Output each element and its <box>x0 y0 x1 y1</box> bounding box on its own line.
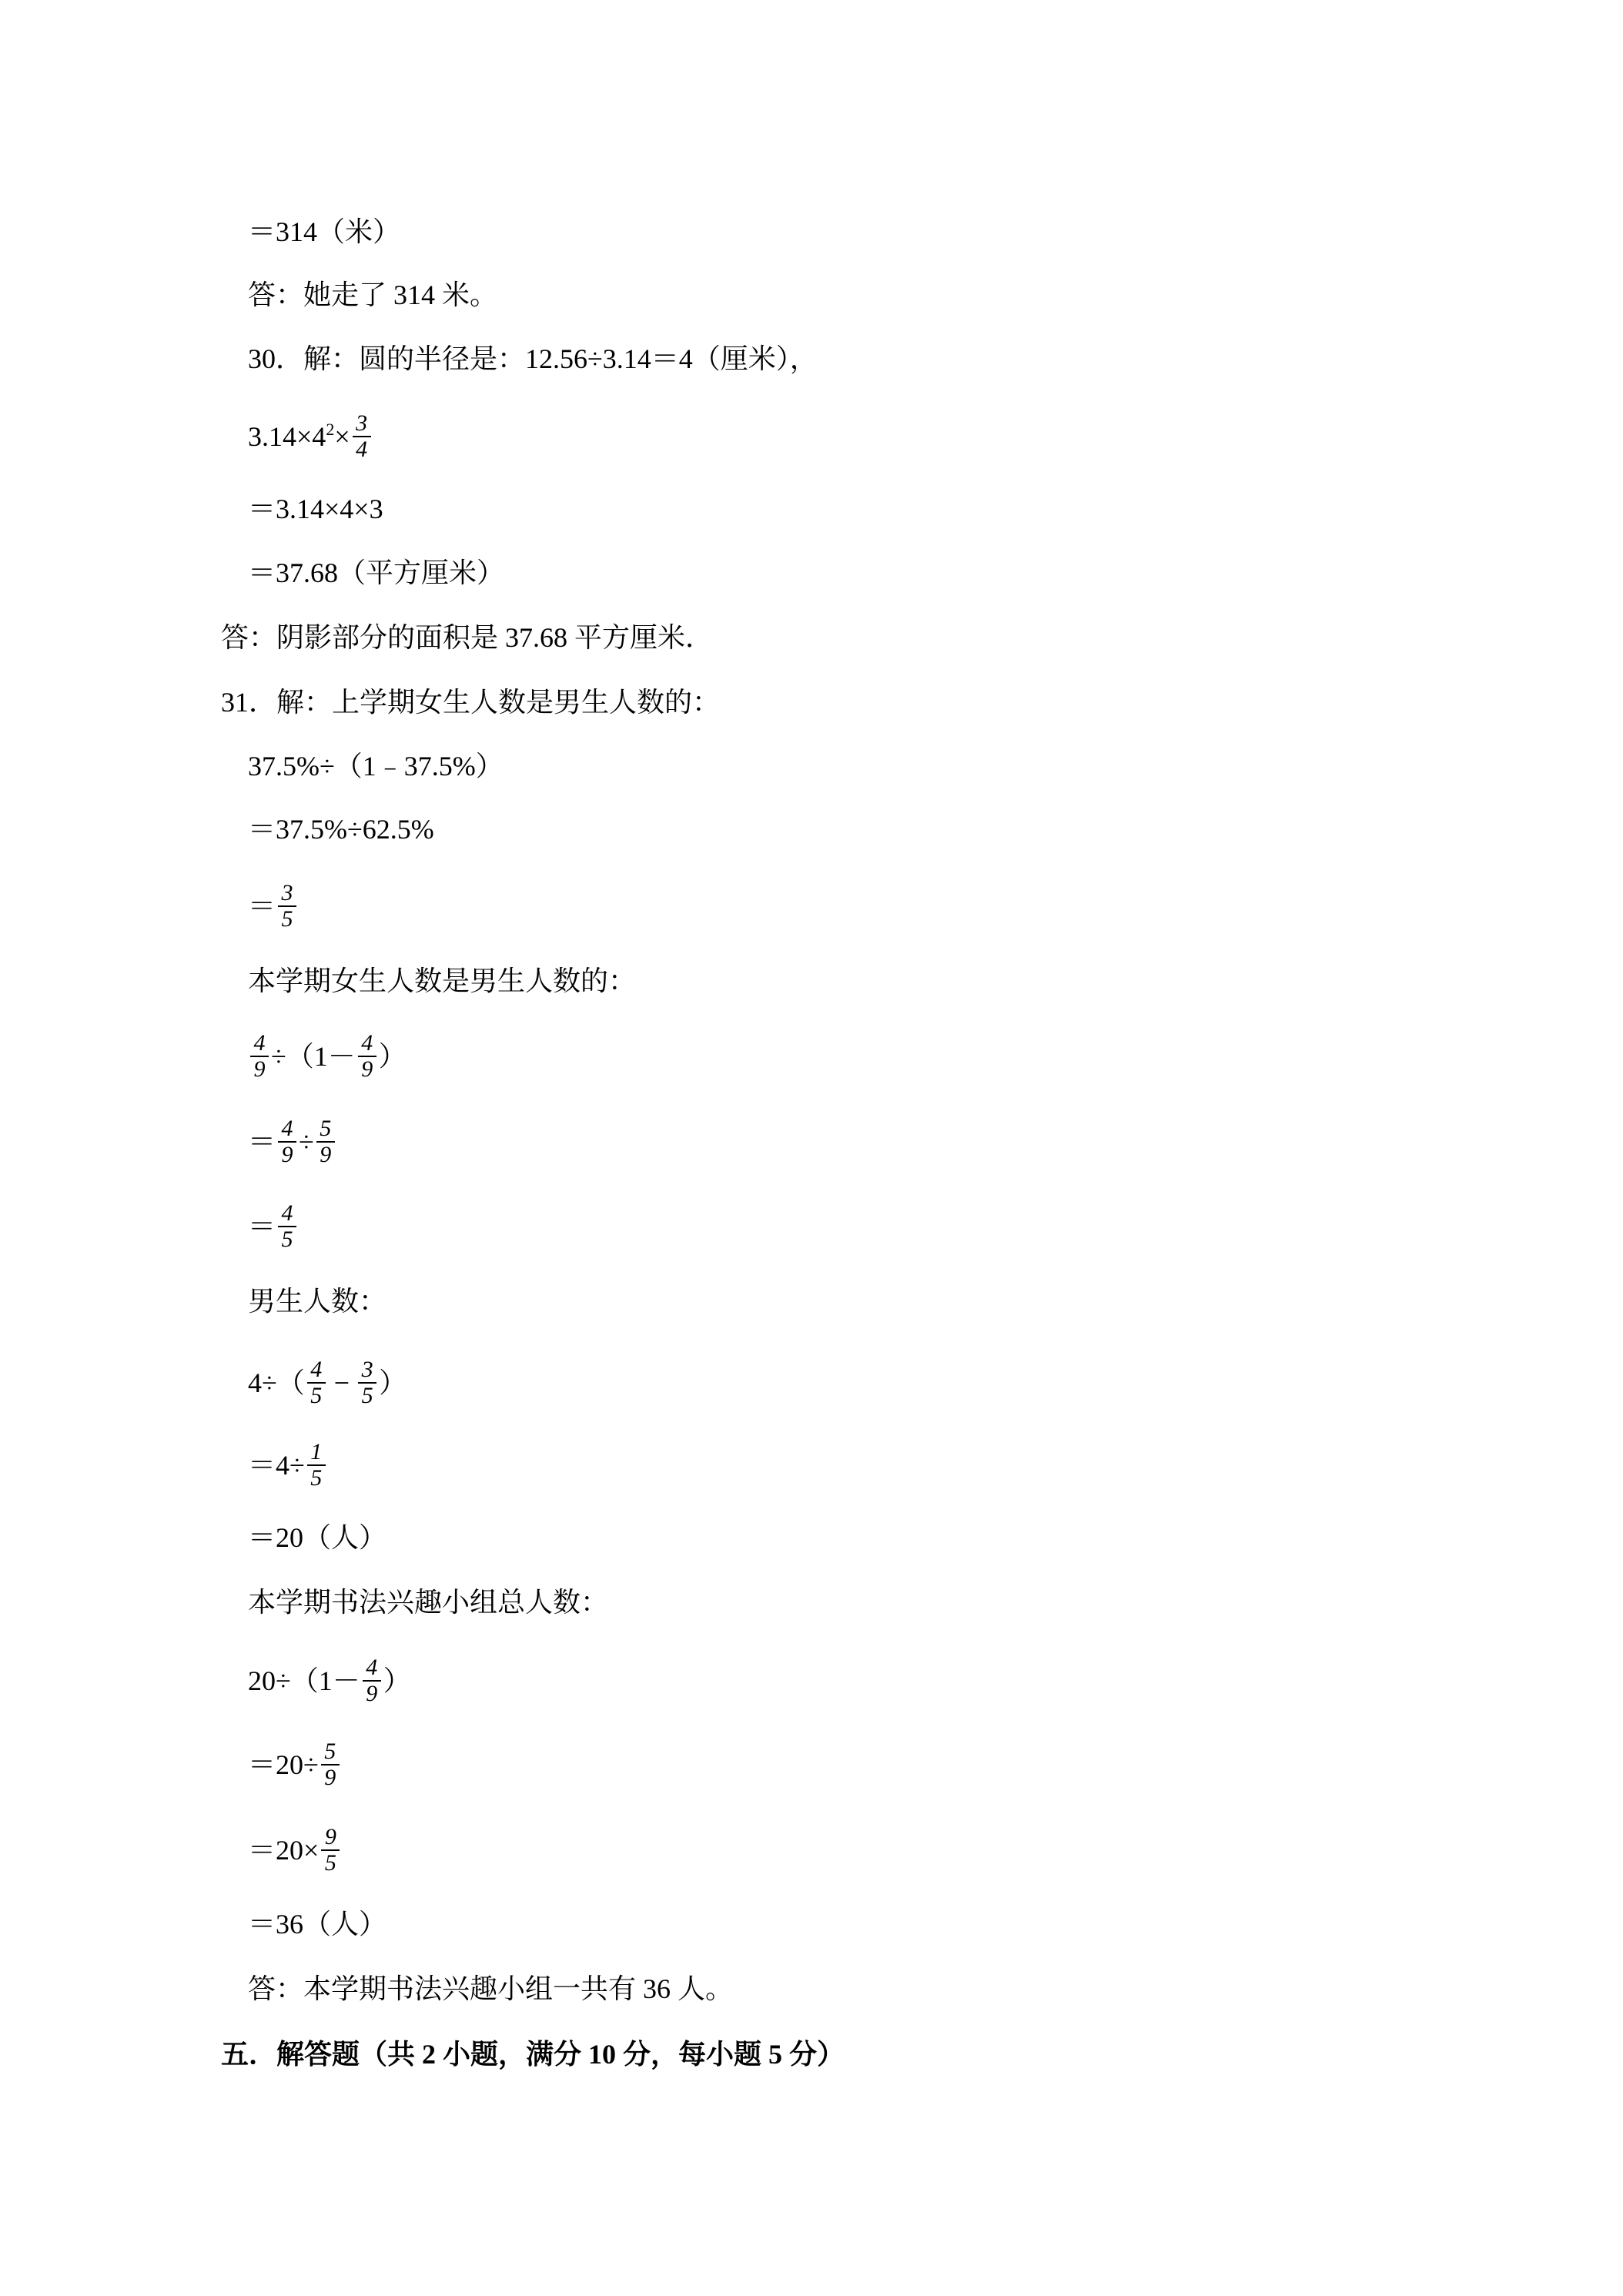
fraction-denominator: 5 <box>310 1383 323 1408</box>
step-text: ＝3.14×4×3 <box>248 494 383 524</box>
q30-intro-text: 30．解：圆的半径是：12.56÷3.14＝4（厘米）， <box>248 343 818 374</box>
answer-text: 答：阴影部分的面积是 37.68 平方厘米． <box>221 622 714 653</box>
q30-area-expression <box>248 409 373 464</box>
section-label <box>248 1274 387 1329</box>
label-text: 本学期书法兴趣小组总人数： <box>248 1587 609 1618</box>
fraction <box>278 1202 296 1251</box>
q30-answer <box>221 610 713 665</box>
exponent: 2 <box>326 420 335 439</box>
solution-step <box>248 802 434 857</box>
q30-intro <box>248 331 818 387</box>
step-text: ＝36（人） <box>248 1909 387 1940</box>
fraction-numerator: 4 <box>363 1656 381 1682</box>
fraction-denominator: 5 <box>281 1227 293 1252</box>
step-text: ＝37.5%÷62.5% <box>248 814 434 845</box>
expression-base: 3.14×4 <box>248 421 326 452</box>
solution-step <box>248 1029 407 1084</box>
solution-step <box>248 1114 337 1170</box>
q31-intro-text: 31．解：上学期女生人数是男生人数的： <box>221 687 721 718</box>
operator: − <box>333 1367 350 1398</box>
step-text: ＝20（人） <box>248 1522 387 1553</box>
fraction-denominator: 9 <box>253 1056 266 1082</box>
fraction <box>250 1032 269 1081</box>
operator: ÷（1－ <box>271 1041 356 1072</box>
fraction-denominator: 4 <box>356 437 368 462</box>
fraction-numerator: 3 <box>353 412 371 437</box>
fraction-denominator: 9 <box>366 1681 378 1706</box>
fraction-numerator: 4 <box>358 1032 376 1057</box>
equals-sign: ＝ <box>248 1211 276 1242</box>
closing-paren: ） <box>378 1041 407 1072</box>
fraction <box>321 1740 340 1789</box>
fraction-denominator: 9 <box>324 1765 336 1790</box>
step-text: ＝37.68（平方厘米） <box>248 557 505 588</box>
closing-paren: ） <box>383 1665 411 1696</box>
expression-lead: 4÷（ <box>248 1367 305 1398</box>
operator: ÷ <box>299 1126 314 1157</box>
fraction-numerator: 5 <box>316 1117 335 1143</box>
solution-step <box>248 1510 387 1565</box>
fraction-denominator: 5 <box>324 1850 336 1876</box>
section-label <box>248 953 636 1009</box>
expression-lead: 20÷（1－ <box>248 1665 360 1696</box>
q31-answer <box>248 1961 733 2017</box>
solution-step <box>248 204 400 259</box>
fraction-denominator: 5 <box>281 906 293 932</box>
fraction <box>278 1117 296 1166</box>
solution-step <box>248 1896 387 1952</box>
fraction <box>358 1032 376 1081</box>
fraction <box>307 1441 326 1490</box>
fraction-numerator: 4 <box>278 1202 296 1227</box>
fraction <box>353 412 371 461</box>
fraction-numerator: 5 <box>321 1740 340 1766</box>
expression-lead: ＝4÷ <box>248 1450 305 1481</box>
solution-step <box>248 545 504 601</box>
fraction-denominator: 5 <box>310 1465 323 1491</box>
fraction-denominator: 5 <box>361 1383 373 1408</box>
solution-step <box>248 738 504 794</box>
fraction <box>358 1358 376 1407</box>
expression-lead: ＝20× <box>248 1835 320 1866</box>
fraction <box>278 882 296 931</box>
section-heading <box>221 2027 845 2082</box>
answer-text: 答：本学期书法兴趣小组一共有 36 人。 <box>248 1973 734 2004</box>
closing-paren: ） <box>379 1367 407 1398</box>
fraction-denominator: 9 <box>281 1142 293 1167</box>
label-text: 本学期女生人数是男生人数的： <box>248 966 637 996</box>
solution-step <box>248 879 299 934</box>
fraction-numerator: 4 <box>250 1032 269 1057</box>
expression-text <box>248 420 350 452</box>
fraction-numerator: 1 <box>307 1441 326 1466</box>
fraction <box>321 1826 340 1875</box>
solution-step <box>248 1199 299 1254</box>
solution-step <box>248 1438 328 1493</box>
solution-step <box>248 1355 407 1411</box>
fraction-numerator: 4 <box>278 1117 296 1143</box>
step-text: 37.5%÷（1﹣37.5%） <box>248 751 504 782</box>
fraction-denominator: 9 <box>361 1056 373 1082</box>
fraction <box>363 1656 381 1705</box>
fraction-numerator: 3 <box>358 1358 376 1384</box>
equals-sign: ＝ <box>248 891 276 922</box>
section-heading-text: 五．解答题（共 2 小题，满分 10 分，每小题 5 分） <box>221 2039 845 2070</box>
section-label <box>248 1575 608 1630</box>
solution-step <box>248 1653 411 1709</box>
fraction-numerator: 9 <box>321 1826 340 1851</box>
step-text: ＝314（米） <box>248 216 401 247</box>
solution-step <box>248 1822 342 1878</box>
fraction <box>316 1117 335 1166</box>
fraction <box>307 1358 326 1407</box>
label-text: 男生人数： <box>248 1286 387 1317</box>
operator: × <box>334 421 350 452</box>
solution-step <box>248 1737 342 1792</box>
fraction-numerator: 3 <box>278 882 296 907</box>
fraction-numerator: 4 <box>307 1358 326 1384</box>
answer-line <box>248 267 497 323</box>
equals-sign: ＝ <box>248 1126 276 1157</box>
expression-lead: ＝20÷ <box>248 1749 319 1780</box>
q31-intro <box>221 674 720 730</box>
answer-text: 答：她走了 314 米。 <box>248 279 498 310</box>
fraction-denominator: 9 <box>320 1142 332 1167</box>
solution-step <box>248 481 383 537</box>
